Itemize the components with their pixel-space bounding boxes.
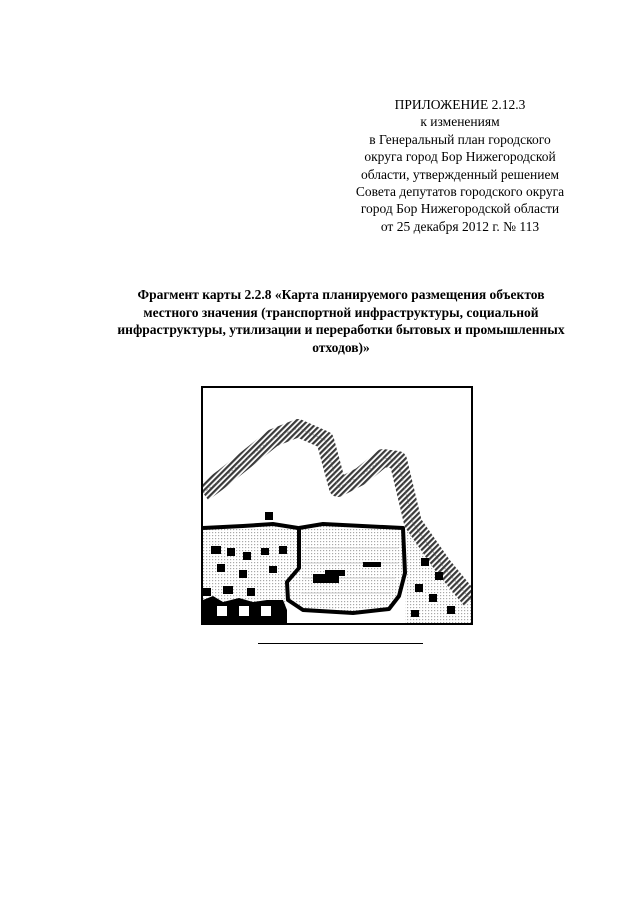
left-settlement-outline [203,524,298,528]
bottom-structure-gap [239,606,249,616]
building-marker [265,512,273,520]
building-marker [435,572,443,580]
building-marker [421,558,429,566]
building-marker [243,552,251,560]
building-marker [239,570,247,578]
building-marker [227,548,235,556]
appendix-date: от 25 декабря 2012 г. № 113 [380,218,540,234]
building-marker [223,586,233,594]
building-marker [415,584,423,592]
end-separator-line [258,643,423,644]
appendix-line: город Бор Нижегородской области [360,201,560,217]
title-line: Фрагмент карты 2.2.8 «Карта планируемого размещения объектов [137,287,545,302]
building-marker [279,546,287,554]
central-block [287,524,405,613]
building-marker [411,610,419,617]
building-marker [447,606,455,614]
bottom-structure-gap [261,606,271,616]
appendix-line: к изменениям [420,114,500,130]
building-marker [261,548,269,555]
title-line: местного значения (транспортной инфраструктуры, социальной [143,304,539,320]
map-image [203,388,471,623]
title-line: отходов)» [312,339,370,355]
building-marker [247,588,255,596]
building-marker [363,562,381,567]
building-marker [325,570,345,576]
map-fragment [201,386,473,625]
building-marker [203,588,211,596]
appendix-line: Совета депутатов городского округа [355,184,565,200]
building-marker [211,546,221,554]
building-marker [217,564,225,572]
title-line: инфраструктуры, утилизации и переработки бытовых и промышленных [117,322,565,338]
building-marker [269,566,277,573]
building-marker [429,594,437,602]
appendix-header [330,96,590,235]
appendix-line: области, утвержденный решением [361,166,559,182]
map-fragment-title [90,286,592,356]
bottom-structure-gap [217,606,227,616]
appendix-line: в Генеральный план городского [369,131,551,147]
appendix-line: округа город Бор Нижегородской [364,149,556,165]
appendix-title: ПРИЛОЖЕНИЕ 2.12.3 [394,97,526,112]
